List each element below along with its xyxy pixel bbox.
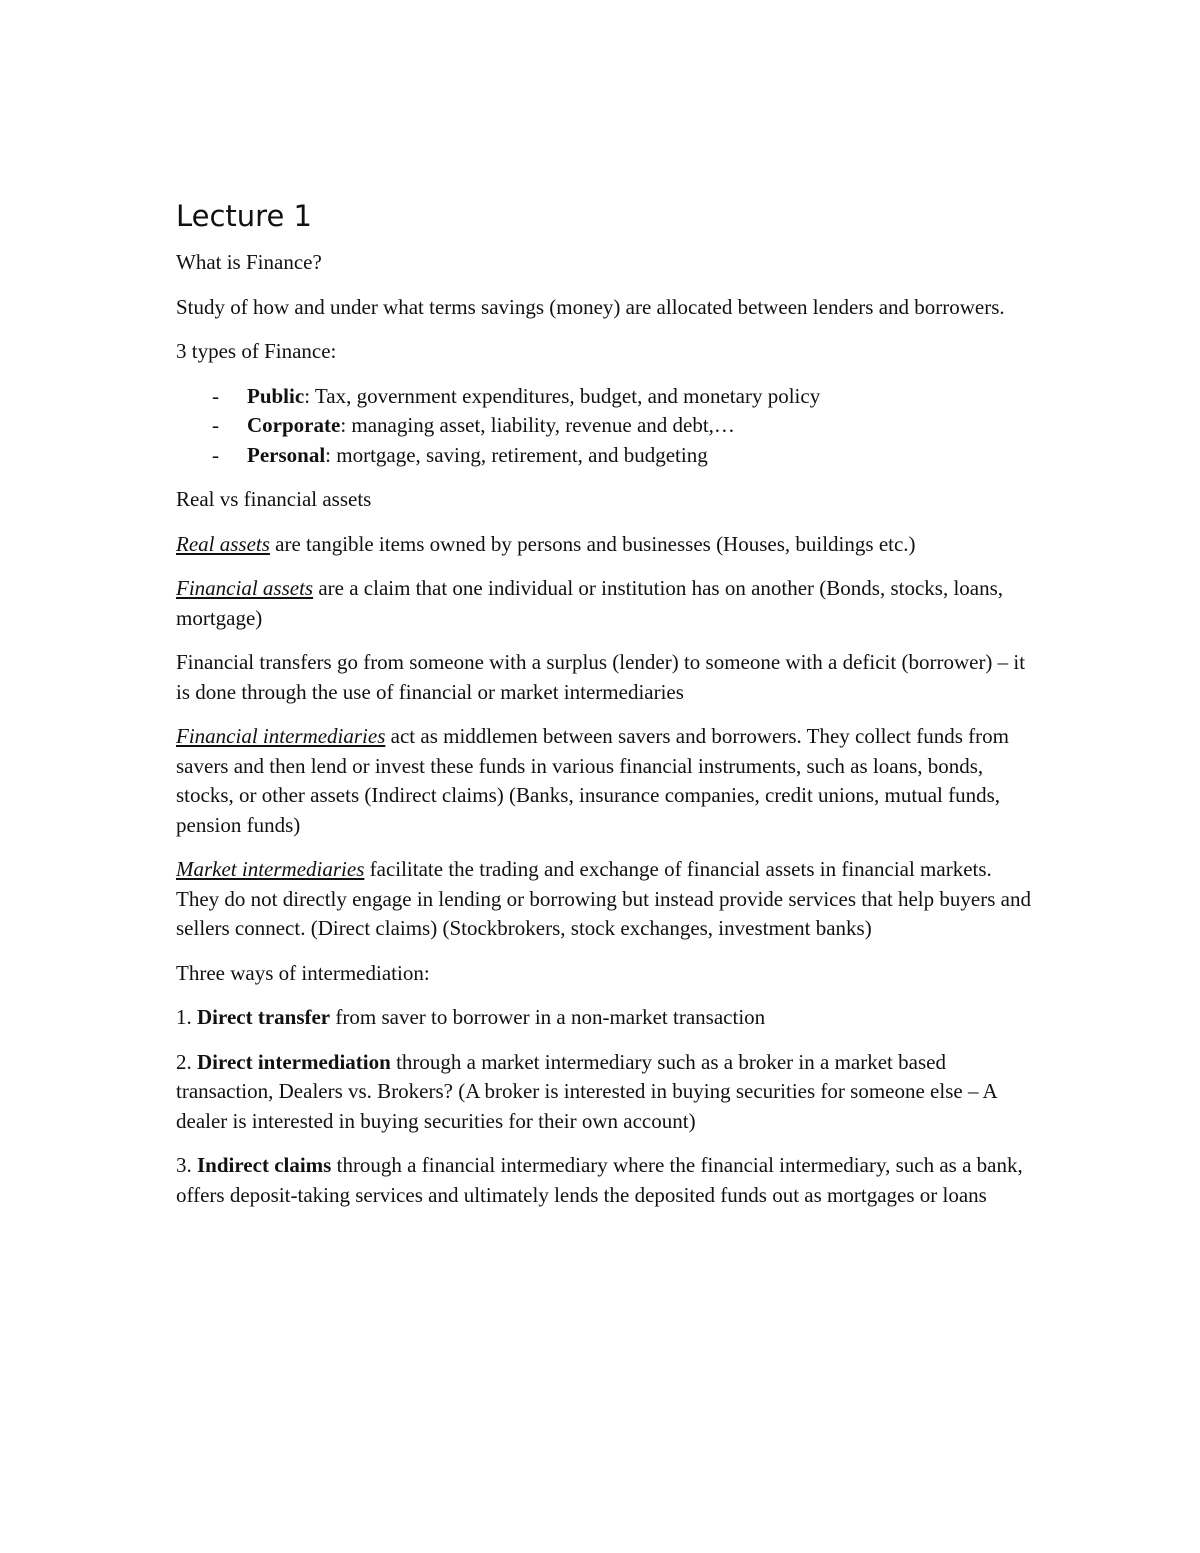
- way-item-3: [176, 1151, 1036, 1210]
- finance-types-list: [176, 382, 1036, 471]
- list-item-personal: [176, 441, 1036, 471]
- term-real-assets: Real assets: [176, 531, 270, 556]
- way-number: 3.: [176, 1153, 197, 1177]
- type-name: Public: [247, 383, 305, 408]
- assets-heading: Real vs financial assets: [176, 487, 372, 511]
- way-number: 2.: [176, 1049, 197, 1074]
- real-assets-paragraph: [176, 530, 1036, 560]
- type-description: : mortgage, saving, retirement, and budgeting: [325, 442, 708, 467]
- page-title: Lecture 1: [176, 199, 312, 233]
- real-assets-text: are tangible items owned by persons and businesses (Houses, buildings etc.): [269, 531, 916, 556]
- way-text: through a financial intermediary where the financial intermediary, such as a bank, offers deposit-taking services and ultimately lends the deposited funds out as mortgages or loans: [176, 1153, 1023, 1207]
- way-number: 1.: [176, 1005, 197, 1029]
- dash-bullet: -: [212, 383, 219, 408]
- way-name: Direct transfer: [197, 1005, 331, 1029]
- market-intermediaries-paragraph: [176, 855, 1036, 944]
- transfers-paragraph: Financial transfers go from someone with a surplus (lender) to someone with a deficit (borrower) – it is done through the use of financial or market intermediaries: [176, 650, 1026, 704]
- financial-assets-paragraph: [176, 574, 1036, 633]
- question-heading: What is Finance?: [176, 250, 322, 274]
- term-market-intermediaries: Market intermediaries: [176, 857, 365, 881]
- way-item-1: [176, 1003, 1036, 1033]
- way-name: Direct intermediation: [197, 1049, 391, 1074]
- types-heading: 3 types of Finance:: [176, 339, 337, 363]
- type-description: : managing asset, liability, revenue and debt,…: [340, 413, 735, 437]
- document-page: [176, 196, 1036, 1225]
- term-financial-intermediaries: Financial intermediaries: [176, 724, 386, 748]
- way-item-2: [176, 1048, 1036, 1137]
- dash-bullet: -: [212, 413, 219, 437]
- way-text: from saver to borrower in a non-market transaction: [330, 1005, 766, 1029]
- ways-heading: Three ways of intermediation:: [176, 960, 430, 985]
- financial-assets-text: are a claim that one individual or institution has on another (Bonds, stocks, loans, mortgage): [176, 576, 1004, 630]
- type-description: : Tax, government expenditures, budget, and monetary policy: [304, 383, 821, 408]
- financial-intermediaries-text: act as middlemen between savers and borrowers. They collect funds from savers and then lend or invest these funds in various financial instruments, such as loans, bonds, stocks, or other assets (Indirect claims) (Banks, insurance companies, credit unions, mutual funds, pension funds): [176, 724, 1009, 837]
- way-name: Indirect claims: [197, 1153, 332, 1177]
- way-text: through a market intermediary such as a broker in a market based transaction, Dealers vs. Brokers? (A broker is interested in buying securities for someone else – A dealer is interested in buying securities for their own account): [176, 1049, 997, 1133]
- list-item-corporate: [176, 411, 1036, 441]
- market-intermediaries-text: facilitate the trading and exchange of financial assets in financial markets. They do not directly engage in lending or borrowing but instead provide services that help buyers and sellers connect. (Direct claims) (Stockbrokers, stock exchanges, investment banks): [176, 857, 1031, 940]
- term-financial-assets: Financial assets: [176, 576, 314, 600]
- list-item-public: [176, 382, 1036, 412]
- type-name: Corporate: [247, 413, 341, 437]
- type-name: Personal: [247, 442, 326, 467]
- dash-bullet: -: [212, 442, 219, 467]
- finance-definition: Study of how and under what terms savings (money) are allocated between lenders and borrowers.: [176, 294, 1005, 319]
- financial-intermediaries-paragraph: [176, 722, 1036, 840]
